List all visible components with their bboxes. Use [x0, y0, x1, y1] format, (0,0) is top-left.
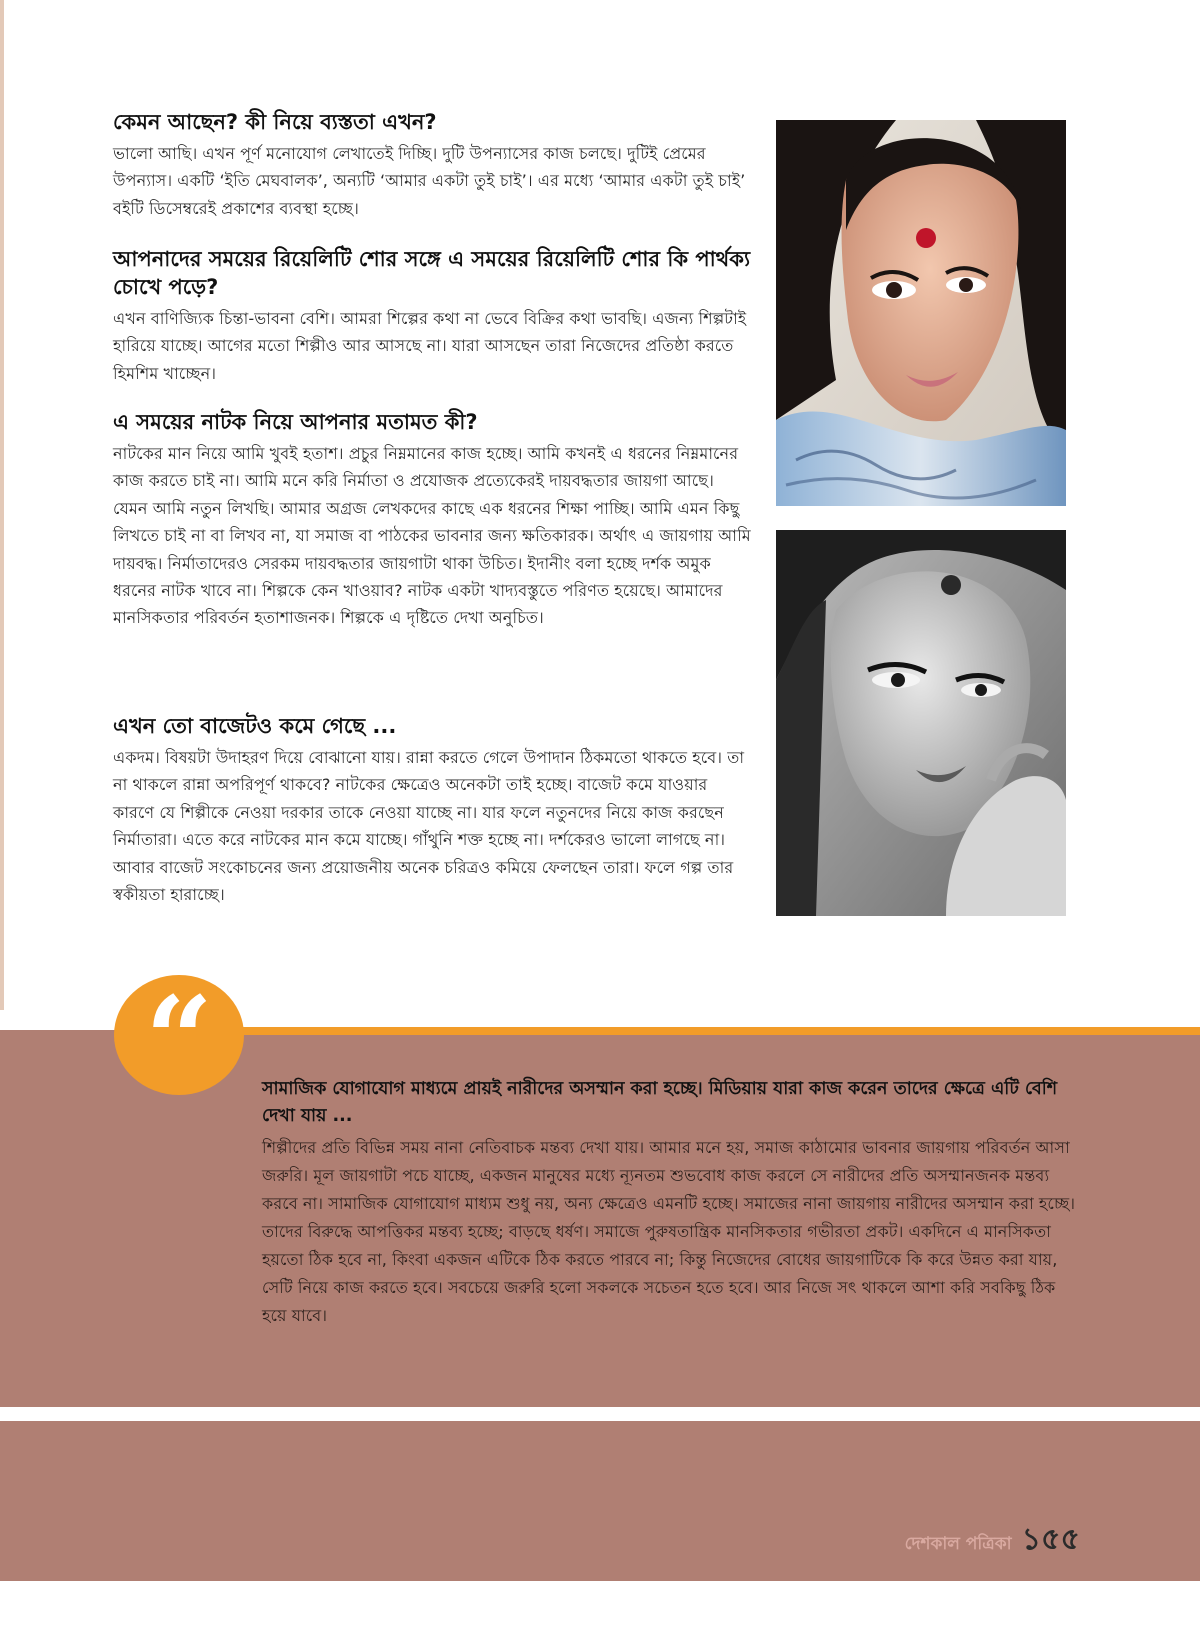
portrait-photo-color — [776, 120, 1066, 506]
question-heading: এখন তো বাজেটও কমে গেছে ... — [113, 714, 397, 738]
page-footer — [905, 1515, 1080, 1566]
answer-text: নাটকের মান নিয়ে আমি খুবই হতাশ। প্রচুর নিম্নমানের কাজ হচ্ছে। আমি কখনই এ ধরনের নিম্নমানের কাজ করতে চাই না। আমি মনে করি নির্মাতা ও প্রযোজক প্রত্যেকেরই দায়বদ্ধতার জায়গা আছে। যেমন আমি নতুন লিখছি। আমার অগ্রজ লেখকদের কাছে এক ধরনের শিক্ষা পাচ্ছি। আমি এমন কিছু লিখতে চাই না বা লিখব না, যা সমাজ বা পাঠকের ভাবনার জন্য ক্ষতিকারক। অর্থাৎ এ জায়গায় আমি দায়বদ্ধ। নির্মাতাদেরও সেরকম দায়বদ্ধতার জায়গাটা থাকা উচিত। ইদানীং বলা হচ্ছে দর্শক অমুক ধরনের নাটক খাবে না। শিল্পকে কেন খাওয়াব? নাটক একটা খাদ্যবস্তুতে পরিণত হয়েছে। আমাদের মানসিকতার পরিবর্তন হতাশাজনক। শিল্পকে এ দৃষ্টিতে দেখা অনুচিত। — [113, 444, 751, 628]
left-margin-rule — [0, 0, 4, 1010]
qa-block-1 — [113, 108, 753, 222]
accent-rule — [235, 1027, 1200, 1035]
pull-quote-heading: সামাজিক যোগাযোগ মাধ্যমে প্রায়ই নারীদের অসম্মান করা হচ্ছে। মিডিয়ায় যারা কাজ করেন তাদের ক্ষেত্রে এটি বেশি দেখা যায় ... — [262, 1079, 1058, 1126]
band-divider — [0, 1407, 1200, 1421]
quote-mark-icon: “ — [145, 970, 213, 1109]
qa-block-2 — [113, 245, 753, 387]
page-number: ১৫৫ — [1021, 1522, 1080, 1557]
qa-block-3 — [113, 408, 753, 632]
answer-text: এখন বাণিজ্যিক চিন্তা-ভাবনা বেশি। আমরা শিল্পের কথা না ভেবে বিক্রির কথা ভাবছি। এজন্য শিল্পটাই হারিয়ে যাচ্ছে। আগের মতো শিল্পীও আর আসছে না। যারা আসছেন তারা নিজেদের প্রতিষ্ঠা করতে হিমশিম খাচ্ছেন। — [113, 309, 747, 383]
quote-mark-badge — [114, 970, 244, 1109]
qa-block-4 — [113, 712, 753, 908]
portrait-photo-bw — [776, 530, 1066, 916]
question-heading: আপনাদের সময়ের রিয়েলিটি শোর সঙ্গে এ সময়ের রিয়েলিটি শোর কি পার্থক্য চোখে পড়ে? — [113, 247, 751, 299]
magazine-logo: দেশকাল পত্রিকা — [904, 1534, 1012, 1554]
answer-text: একদম। বিষয়টা উদাহরণ দিয়ে বোঝানো যায়। রান্না করতে গেলে উপাদান ঠিকমতো থাকতে হবে। তা না থাকলে রান্না অপরিপূর্ণ থাকবে? নাটকের ক্ষেত্রেও অনেকটা তাই হচ্ছে। বাজেট কমে যাওয়ার কারণে যে শিল্পীকে নেওয়া দরকার তাকে নেওয়া যাচ্ছে না। যার ফলে নতুনদের নিয়ে কাজ করছেন নির্মাতারা। এতে করে নাটকের মান কমে যাচ্ছে। গাঁথুনি শক্ত হচ্ছে না। দর্শকেরও ভালো লাগছে না। আবার বাজেট সংকোচনের জন্য প্রয়োজনীয় অনেক চরিত্রও কমিয়ে ফেলছেন তারা। ফলে গল্প তার স্বকীয়তা হারাচ্ছে। — [113, 748, 745, 905]
pull-quote — [262, 1076, 1077, 1330]
question-heading: কেমন আছেন? কী নিয়ে ব্যস্ততা এখন? — [113, 110, 437, 134]
question-heading: এ সময়ের নাটক নিয়ে আপনার মতামত কী? — [113, 410, 478, 434]
answer-text: ভালো আছি। এখন পূর্ণ মনোযোগ লেখাতেই দিচ্ছি। দুটি উপন্যাসের কাজ চলছে। দুটিই প্রেমের উপন্যাস। একটি ‘ইতি মেঘবালক’, অন্যটি ‘আমার একটা তুই চাই’। এর মধ্যে ‘আমার একটা তুই চাই’ বইটি ডিসেম্বরেই প্রকাশের ব্যবস্থা হচ্ছে। — [113, 144, 746, 218]
pull-quote-body: শিল্পীদের প্রতি বিভিন্ন সময় নানা নেতিবাচক মন্তব্য দেখা যায়। আমার মনে হয়, সমাজ কাঠামোর ভাবনার জায়গায় পরিবর্তন আসা জরুরি। মূল জায়গাটা পচে যাচ্ছে, একজন মানুষের মধ্যে ন্যূনতম শুভবোধ কাজ করলে সে নারীদের প্রতি অসম্মানজনক মন্তব্য করবে না। সামাজিক যোগাযোগ মাধ্যম শুধু নয়, অন্য ক্ষেত্রেও এমনটি হচ্ছে। সমাজের নানা জায়গায় নারীদের অসম্মান করা হচ্ছে। তাদের বিরুদ্ধে আপত্তিকর মন্তব্য হচ্ছে; বাড়ছে ধর্ষণ। সমাজে পুরুষতান্ত্রিক মানসিকতার গভীরতা প্রকট। একদিনে এ মানসিকতা হয়তো ঠিক হবে না, কিংবা একজন এটিকে ঠিক করতে পারবে না; কিন্তু নিজেদের বোধের জায়গাটিকে কি করে উন্নত করা যায়, সেটি নিয়ে কাজ করতে হবে। সবচেয়ে জরুরি হলো সকলকে সচেতন হতে হবে। আর নিজে সৎ থাকলে আশা করি সবকিছু ঠিক হয়ে যাবে। — [262, 1138, 1076, 1325]
